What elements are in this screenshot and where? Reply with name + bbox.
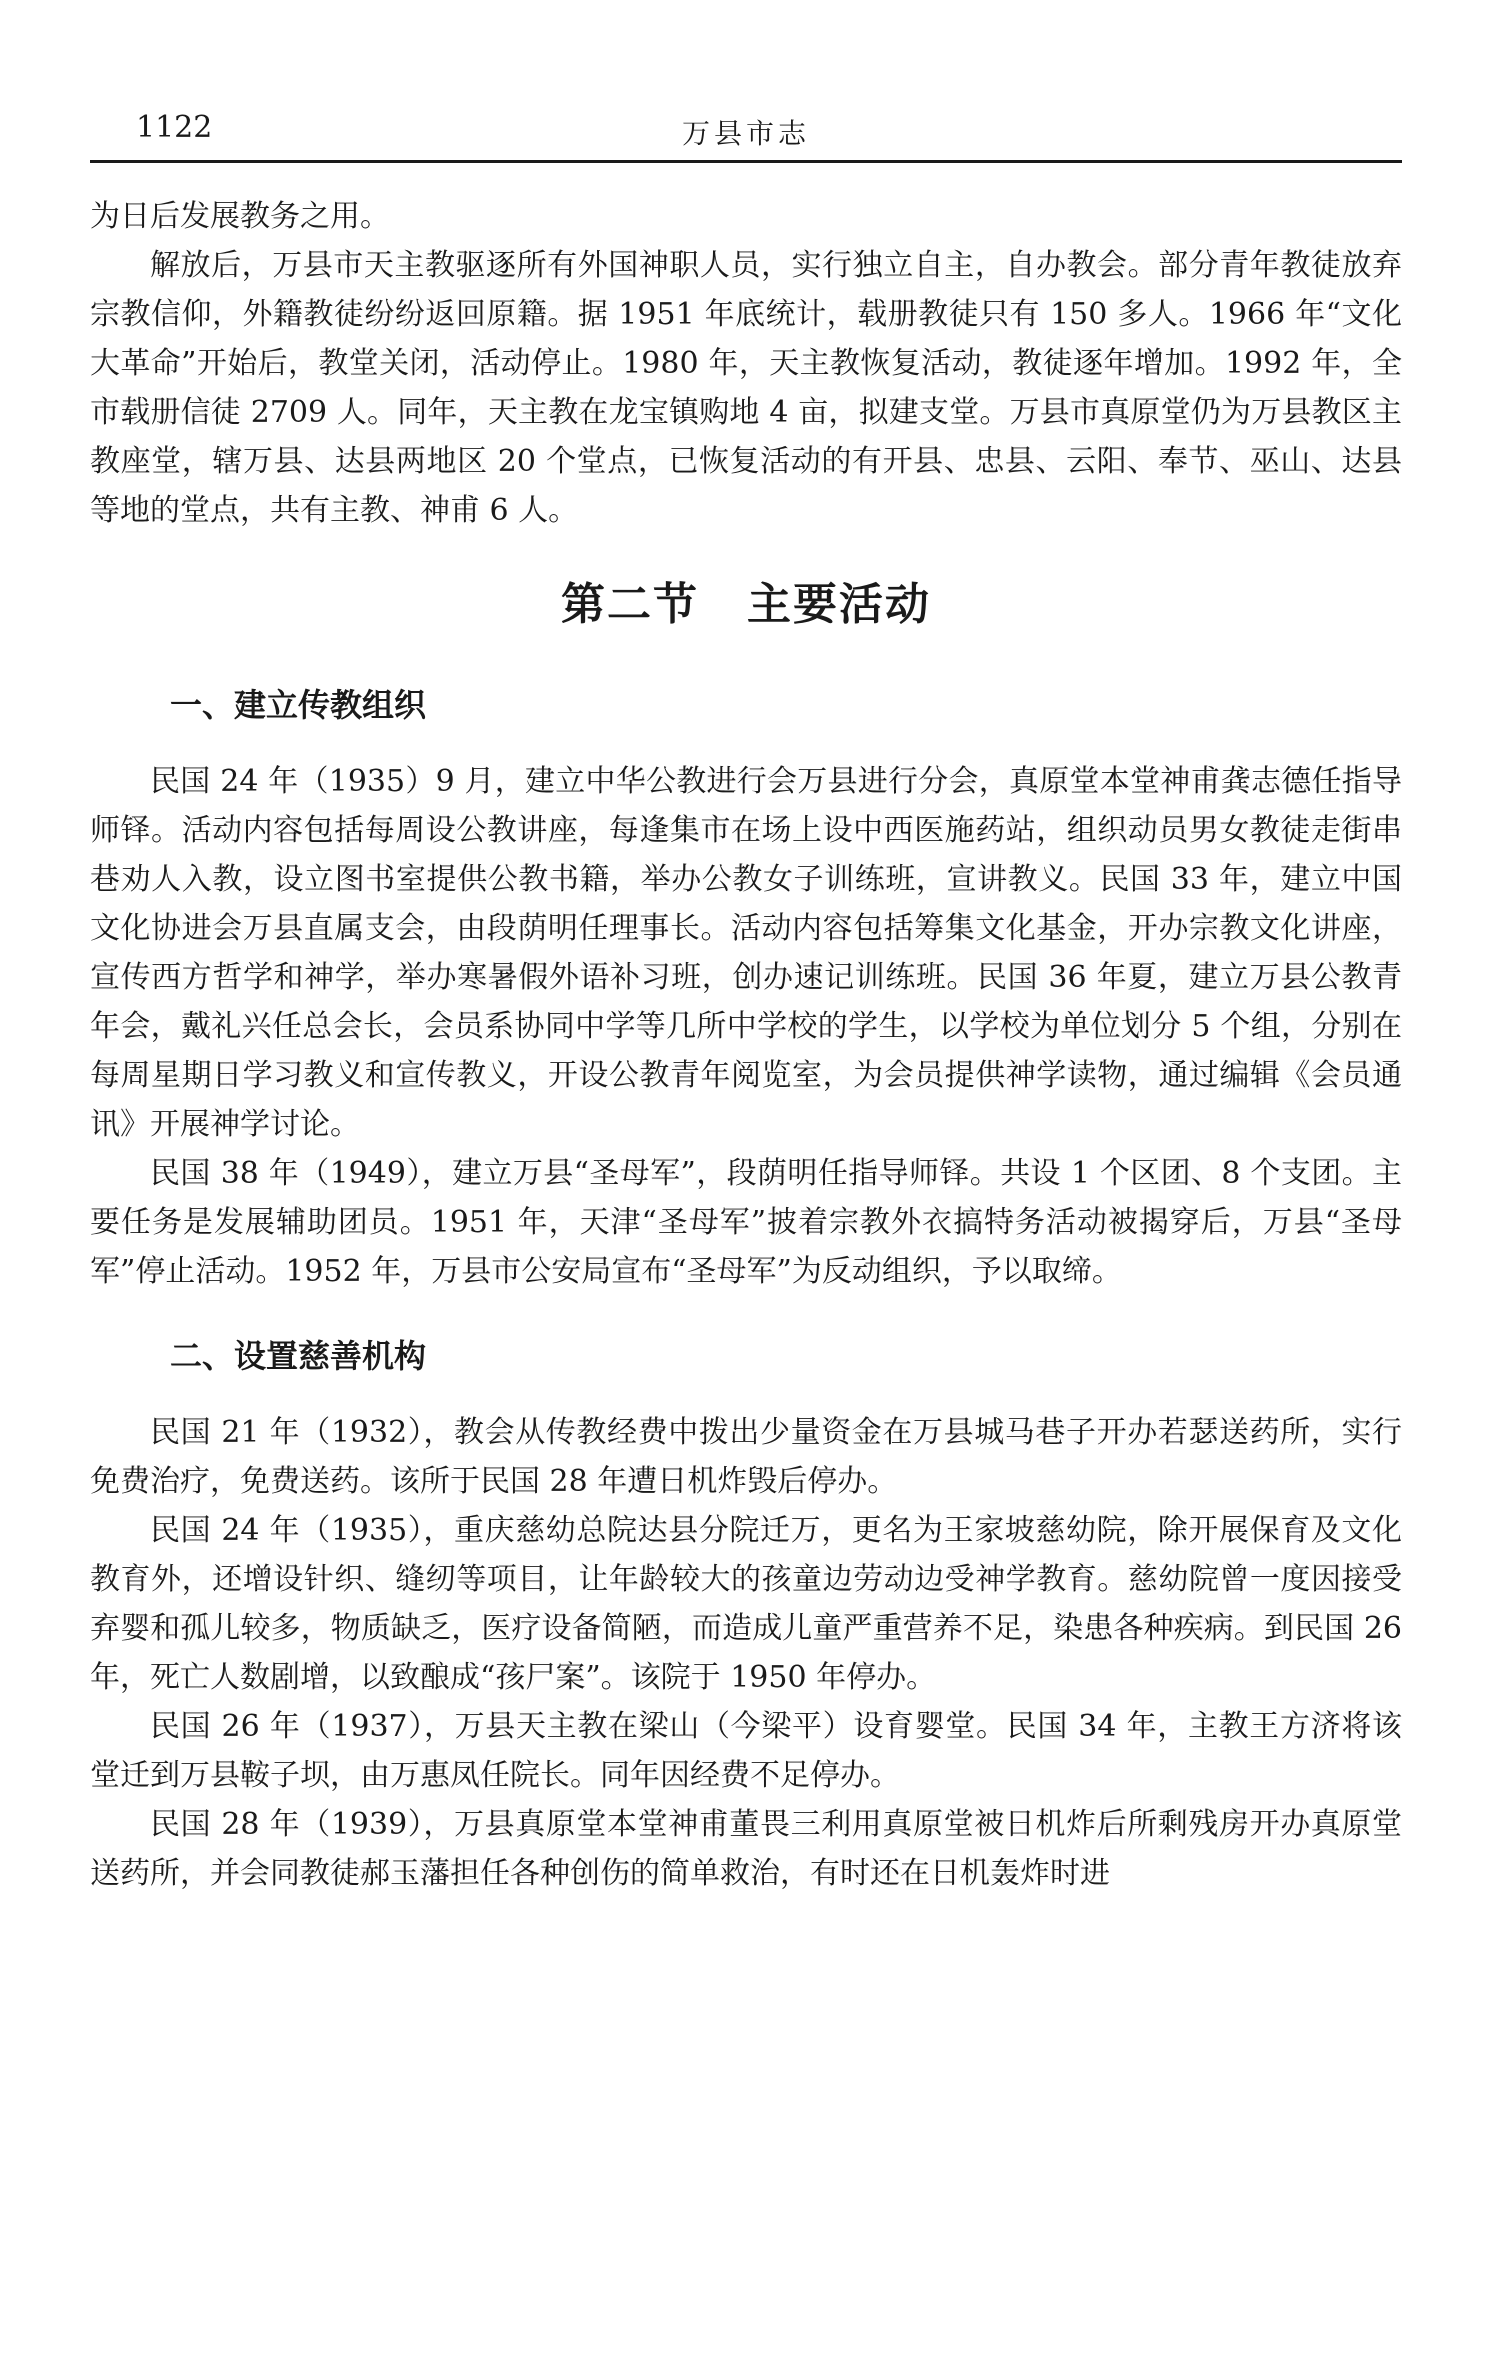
running-title: 万县市志: [681, 117, 810, 150]
page-number: 1122: [136, 110, 213, 145]
paragraph: 民国 28 年（1939），万县真原堂本堂神甫董畏三利用真原堂被日机炸后所剩残房开办真原堂送药所，并会同教徒郝玉藩担任各种创伤的简单救治，有时还在日机轰炸时进: [90, 1807, 1402, 1891]
page-body: [90, 192, 1402, 1898]
paragraph: 民国 38 年（1949），建立万县“圣母军”，段荫明任指导师铎。共设 1 个区团、8 个支团。主要任务是发展辅助团员。1951 年，天津“圣母军”披着宗教外衣搞特务活动被揭穿后，万县“圣母军”停止活动。1952 年，万县市公安局宣布“圣母军”为反动组织，予以取缔。: [90, 1156, 1402, 1289]
page-header: [90, 108, 1402, 163]
paragraph: 民国 21 年（1932），教会从传教经费中拨出少量资金在万县城马巷子开办若瑟送药所，实行免费治疗，免费送药。该所于民国 28 年遭日机炸毁后停办。: [90, 1415, 1402, 1499]
paragraph: 民国 24 年（1935）9 月，建立中华公教进行会万县进行分会，真原堂本堂神甫龚志德任指导师铎。活动内容包括每周设公教讲座，每逢集市在场上设中西医施药站，组织动员男女教徒走街串巷劝人入教，设立图书室提供公教书籍，举办公教女子训练班，宣讲教义。民国 33 年，建立中国文化协进会万县直属支会，由段荫明任理事长。活动内容包括筹集文化基金，开办宗教文化讲座，宣传西方哲学和神学，举办寒暑假外语补习班，创办速记训练班。民国 36 年夏，建立万县公教青年会，戴礼兴任总会长，会员系协同中学等几所中学校的学生，以学校为单位划分 5 个组，分别在每周星期日学习教义和宣传教义，开设公教青年阅览室，为会员提供神学读物，通过编辑《会员通讯》开展神学讨论。: [90, 764, 1402, 1142]
section-title: [90, 575, 1402, 635]
subsection-title: 二、设置慈善机构: [170, 1337, 427, 1375]
paragraph: 民国 24 年（1935），重庆慈幼总院达县分院迁万，更名为王家坡慈幼院，除开展保育及文化教育外，还增设针织、缝纫等项目，让年龄较大的孩童边劳动边受神学教育。慈幼院曾一度因接受弃婴和孤儿较多，物质缺乏，医疗设备简陋，而造成儿童严重营养不足，染患各种疾病。到民国 26 年，死亡人数剧增，以致酿成“孩尸案”。该院于 1950 年停办。: [90, 1513, 1402, 1695]
paragraph: 为日后发展教务之用。: [90, 199, 390, 234]
paragraph: 民国 26 年（1937），万县天主教在梁山（今梁平）设育婴堂。民国 34 年，主教王方济将该堂迁到万县鞍子坝，由万惠凤任院长。同年因经费不足停办。: [90, 1709, 1402, 1793]
paragraph: 解放后，万县市天主教驱逐所有外国神职人员，实行独立自主，自办教会。部分青年教徒放弃宗教信仰，外籍教徒纷纷返回原籍。据 1951 年底统计，载册教徒只有 150 多人。1966 年“文化大革命”开始后，教堂关闭，活动停止。1980 年，天主教恢复活动，教徒逐年增加。1992 年，全市载册信徒 2709 人。同年，天主教在龙宝镇购地 4 亩，拟建支堂。万县市真原堂仍为万县教区主教座堂，辖万县、达县两地区 20 个堂点，已恢复活动的有开县、忠县、云阳、奉节、巫山、达县等地的堂点，共有主教、神甫 6 人。: [90, 248, 1402, 528]
subsection-title: 一、建立传教组织: [170, 686, 427, 724]
section-name: 主要活动: [747, 579, 931, 630]
section-number: 第二节: [561, 579, 699, 630]
